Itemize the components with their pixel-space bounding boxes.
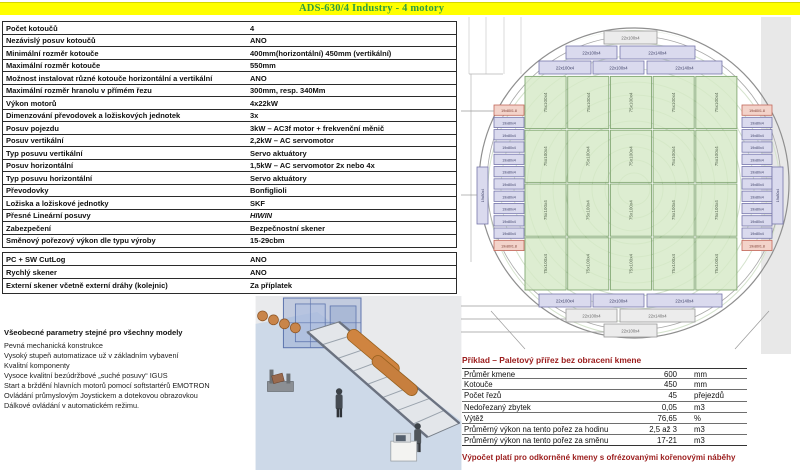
board-label: 19x80x4 (750, 121, 764, 126)
option-row (3, 266, 456, 279)
board-label: 75x100x4 (543, 146, 549, 167)
example-row (462, 424, 747, 435)
example-row (462, 435, 747, 446)
example-unit: % (694, 413, 701, 423)
example-table-rows (462, 368, 747, 446)
spec-row (3, 97, 456, 110)
spec-row (3, 22, 456, 35)
spec-value: 300mm, resp. 340Mm (250, 86, 326, 95)
example-lbl: Kotouče (464, 380, 493, 390)
spec-label: Výkon motorů (6, 98, 57, 108)
general-items (4, 341, 254, 411)
board-label: 19x80x4 (750, 133, 764, 138)
board-label: 22x100x4 (582, 313, 601, 319)
example-unit: m3 (694, 402, 705, 412)
example-lbl: Nedořezaný zbytek (464, 402, 531, 412)
board-label: 22x100x4 (555, 65, 575, 71)
spec-row (3, 35, 456, 48)
options-table (2, 252, 457, 294)
board-label: 75x100x4 (585, 146, 591, 167)
dimension-line (491, 311, 525, 349)
spec-label: Posuv horizontální (6, 161, 74, 170)
general-parameters (4, 328, 254, 411)
general-item: Start a brždění hlavních motorů pomocí softstartérů EMOTRON (4, 381, 210, 390)
spec-value: 1,5kW – AC servomotor 2x nebo 4x (250, 161, 375, 170)
spec-row (3, 60, 456, 73)
board-label: 22x100x4 (609, 65, 628, 71)
board-label: 75x100x4 (628, 200, 634, 221)
board-label: 75x100x4 (585, 200, 591, 221)
example-unit: mm (694, 370, 707, 379)
general-item: Vysoký stupeň automatizace už v základním vybavení (4, 351, 179, 360)
board-label: 22x100x4 (582, 50, 601, 56)
example-row (462, 413, 747, 424)
option-label: Externí skener včetně externí dráhy (kolejnic) (6, 280, 168, 290)
general-item: Kvalitní komponenty (4, 361, 70, 370)
board-label: 19x80x4 (502, 207, 516, 212)
spec-label: Převodovky (6, 186, 49, 195)
board-label: 19x80x4 (502, 183, 516, 187)
board-label: 19x80x4 (502, 121, 516, 126)
spec-row (3, 110, 456, 123)
example-table (462, 355, 747, 446)
board-label: 19x80x4 (750, 207, 764, 212)
board-label: 19x80x4 (750, 170, 764, 175)
board-label: 19x80x4 (502, 133, 516, 138)
spec-label: Posuv vertikální (6, 136, 64, 145)
board-label: 75x100x4 (585, 92, 591, 113)
example-val: 45 (668, 391, 677, 401)
board-label: 75x100x4 (671, 146, 677, 167)
board-label: 19x80x4 (750, 146, 764, 151)
spec-row (3, 122, 456, 135)
example-row (462, 390, 747, 401)
board-label: 19x80/1.8 (749, 244, 765, 249)
spec-row (3, 185, 456, 198)
spec-row (3, 160, 456, 173)
board-label: 75x100x4 (671, 200, 677, 221)
board-label: 19x80x4 (750, 195, 764, 200)
spec-label: Ložiska a ložiskové jednotky (6, 198, 109, 208)
spec-table (2, 21, 457, 248)
spec-row (3, 47, 456, 60)
board-label: 19x80x4 (502, 195, 516, 200)
spec-row (3, 172, 456, 185)
board-label: 19x80/1.8 (501, 109, 517, 114)
spec-value: ANO (250, 73, 267, 83)
general-heading: Všeobecné parametry stejné pro všechny modely (4, 328, 183, 337)
board-label: 22x100x4 (621, 35, 640, 41)
example-val: 76,65 (657, 413, 677, 423)
board-label: 19x80x4 (502, 219, 516, 224)
example-val: 450 (663, 380, 677, 390)
board-label: 19x80x4 (481, 188, 485, 203)
example-lbl: Počet řezů (464, 391, 502, 401)
board-label: 19x80x4 (750, 219, 764, 224)
board-label: 22x140x4 (648, 50, 667, 56)
page-title: ADS-630/4 Industry - 4 motory (299, 3, 445, 14)
board-label: 19x80x4 (502, 146, 516, 151)
spec-label: Posuv pojezdu (6, 123, 59, 133)
spec-value: HIWIN (250, 211, 273, 220)
board-label: 19x80/1.8 (749, 109, 765, 114)
spec-label: Směnový pořezový výkon dle typu výroby (6, 236, 156, 245)
board-label: 75x100x4 (628, 253, 634, 274)
board-label: 19x80x4 (502, 170, 516, 175)
example-val: 0,05 (661, 402, 677, 412)
spec-value: ANO (250, 36, 267, 45)
spec-value: 4x22kW (250, 98, 278, 108)
example-unit: mm (694, 380, 707, 390)
spec-value: 550mm (250, 61, 276, 70)
board-label: 19x80x4 (750, 158, 764, 163)
spec-value: Bonfiglioli (250, 186, 287, 195)
spec-value: 15-29cbm (250, 236, 285, 245)
example-unit: m3 (694, 424, 705, 434)
option-row (3, 279, 456, 292)
board-label: 75x100x4 (671, 253, 677, 274)
option-value: ANO (250, 267, 267, 277)
spec-row (3, 135, 456, 148)
machine-illustration (255, 296, 462, 470)
board-label: 75x100x4 (671, 92, 677, 113)
spec-value: 2,2kW – AC servomotor (250, 136, 334, 145)
spec-label: Maximální rozměr kotouče (6, 61, 101, 70)
option-label: Rychlý skener (6, 267, 57, 277)
option-row (3, 253, 456, 266)
board-label: 19x80/1.8 (501, 244, 517, 249)
spec-label: Dimenzování převodovek a ložiskových jednotek (6, 111, 181, 120)
spec-row (3, 197, 456, 210)
board-label: 75x100x4 (543, 253, 549, 274)
spec-row (3, 210, 456, 223)
board-label: 75x100x4 (585, 253, 591, 274)
spec-value: Servo aktuátory (250, 173, 307, 183)
spec-label: Minimální rozměr kotouče (6, 48, 99, 58)
spec-value: Servo aktuátory (250, 148, 307, 158)
board-label: 75x100x4 (628, 92, 634, 113)
option-label: PC + SW CutLog (6, 254, 66, 264)
example-unit: přejezdů (694, 391, 724, 401)
example-val: 2,5 až 3 (649, 424, 677, 434)
board-label: 22x100x4 (609, 298, 628, 304)
board-label: 75x100x4 (543, 92, 549, 113)
board-label: 75x100x4 (713, 146, 719, 167)
spec-label: Počet kotoučů (6, 23, 58, 33)
board-label: 22x140x4 (648, 313, 667, 319)
spec-value: 400mm(horizontální) 450mm (vertikální) (250, 48, 392, 58)
board-label: 22x140x4 (675, 298, 694, 304)
general-item: Pevná mechanická konstrukce (4, 341, 103, 350)
spec-label: Přesné Lineární posuvy (6, 211, 91, 220)
example-row (462, 368, 747, 379)
spec-label: Nezávislý posuv kotoučů (6, 36, 96, 45)
board-label: 22x100x4 (555, 298, 575, 304)
example-lbl: Výtěž (464, 413, 484, 423)
spec-label: Maximální rozměr hranolu v přímém řezu (6, 86, 152, 95)
board-label: 22x140x4 (675, 65, 694, 71)
footnote: Výpočet platí pro odkorněné kmeny s ofrézovanými kořenovými náběhy (462, 453, 736, 462)
spec-value: SKF (250, 198, 265, 208)
spec-value: 4 (250, 23, 255, 33)
spec-row (3, 147, 456, 160)
board-label: 19x80x4 (502, 232, 516, 237)
board-label: 75x100x4 (543, 200, 549, 221)
board-label: 75x100x4 (713, 253, 719, 274)
cutting-diagram-svg (461, 17, 799, 354)
board-label: 19x80x4 (750, 183, 764, 187)
board-label: 75x100x4 (713, 92, 719, 113)
spec-row (3, 222, 456, 235)
spec-value: 3kW – AC3f motor + frekvenční měnič (250, 123, 385, 133)
board-label: 75x100x4 (628, 146, 634, 167)
spec-row (3, 235, 456, 248)
spec-label: Typ posuvu vertikální (6, 148, 83, 158)
spec-label: Zabezpečení (6, 223, 52, 233)
spec-label: Typ posuvu horizontální (6, 173, 93, 183)
board-label: 19x80x4 (750, 232, 764, 237)
board-label: 75x100x4 (713, 200, 719, 221)
general-item: Dálkové ovládání v automatickém režimu. (4, 401, 140, 410)
example-lbl: Průměrný výkon na tento pořez za směnu (464, 436, 609, 446)
option-value: Za příplatek (250, 280, 293, 290)
spec-row (3, 72, 456, 85)
example-row (462, 379, 747, 390)
board-label: 22x100x4 (621, 328, 640, 334)
board-label: 19x80x4 (502, 158, 516, 163)
general-item: Ovládání průmyslovým Joystickem a dotekovou obrazovkou (4, 391, 198, 400)
example-val: 600 (663, 370, 677, 379)
board-label: 19x80x4 (776, 188, 780, 203)
spec-label: Možnost instalovat různé kotouče horizontální a vertikální (6, 73, 213, 83)
example-lbl: Průměr kmene (464, 370, 516, 379)
example-unit: m3 (694, 436, 705, 446)
example-table-title: Příklad – Paletový přířez bez obracení kmene (462, 355, 642, 365)
option-value: ANO (250, 254, 267, 264)
title-bar (0, 2, 800, 15)
spec-value: 3x (250, 111, 259, 120)
example-lbl: Průměrný výkon na tento pořez za hodinu (464, 424, 609, 434)
example-row (462, 402, 747, 413)
example-val: 17-21 (657, 436, 677, 446)
spec-row (3, 85, 456, 98)
general-item: Vysoce kvalitní bezúdržbové „suché posuvy“ IGUS (4, 371, 168, 380)
spec-value: Bezpečnostní skener (250, 223, 326, 233)
